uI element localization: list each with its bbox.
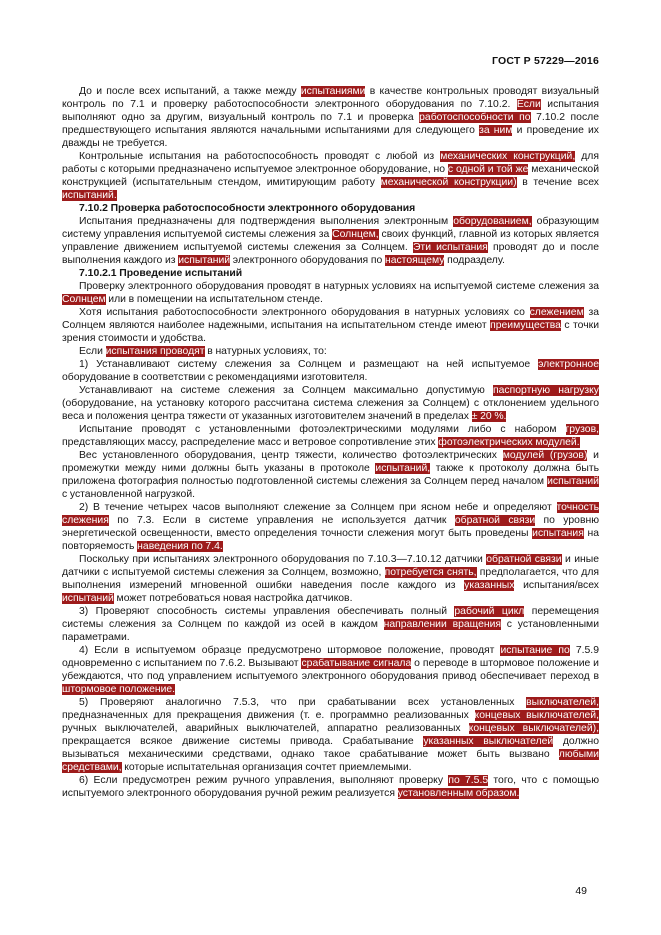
body-text: 4) Если в испытуемом образце предусмотрено штормовое положение, проводят [79, 645, 501, 656]
highlighted-text: грузов, [565, 424, 599, 435]
body-text: с установленной нагрузкой. [62, 489, 196, 500]
highlighted-text: штормовое положение. [62, 684, 176, 695]
paragraph [62, 501, 599, 553]
highlighted-text: испытаниями [300, 86, 366, 97]
body-text: по 7.3. Если в системе управления не используется датчик [108, 515, 455, 526]
highlighted-text: испытания проводят [105, 346, 205, 357]
body-text: Хотя испытания работоспособности электронного оборудования в натурных условиях со [79, 307, 530, 318]
body-text: в качестве контрольных проводят визуальный контроль по 7.1 и проверку работоспособности электронного оборудования по 7.10.2. [62, 86, 600, 110]
highlighted-text: по 7.5.5 [448, 775, 489, 786]
body-text: 7.10.2 Проверка работоспособности электронного оборудования [79, 203, 416, 214]
highlighted-text: испытаний [178, 255, 231, 266]
highlighted-text: обратной связи [486, 554, 562, 565]
body-text: с точки зрения стоимости и удобства. [62, 320, 599, 344]
body-text: 7.10.2 после предшествующего испытания являются начальными испытаниями для следующего [62, 112, 599, 136]
body-text: Вес установленного оборудования, центр тяжести, количество фотоэлектрических [79, 450, 503, 461]
highlighted-text: Солнцем, [332, 229, 379, 240]
body-text: 6) Если предусмотрен режим ручного управления, выполняют проверку [79, 775, 449, 786]
paragraph [62, 85, 599, 150]
body-text: или в помещении на испытательном стенде. [105, 294, 323, 305]
standard-number: ГОСТ Р 57229—2016 [491, 55, 599, 67]
body-text: предназначенных для прекращения движения (т. е. программно реализованных [62, 710, 475, 721]
paragraph [62, 384, 599, 423]
paragraph [62, 280, 599, 306]
highlighted-text: установленным образом. [397, 788, 520, 799]
highlighted-text: электронное [538, 359, 599, 370]
body-text: До и после всех испытаний, а также между [79, 86, 301, 97]
body-text: перемещения системы слежения за Солнцем по каждой из осей в каждом [62, 606, 600, 630]
body-text: образующим систему управления испытуемой системы слежения за [62, 216, 599, 240]
highlighted-text: настоящему [384, 255, 445, 266]
paragraph [62, 644, 599, 696]
highlighted-text: механических конструкций, [440, 151, 576, 162]
highlighted-text: ± 20 %. [471, 411, 507, 422]
highlighted-text: концевых выключателей, [474, 710, 599, 721]
body-text: Проверку электронного оборудования проводят в натурных условиях на испытуемой системе слежения за [79, 281, 599, 292]
body-text: может потребоваться новая настройка датчиков. [113, 593, 353, 604]
highlighted-text: паспортную нагрузку [493, 385, 599, 396]
body-text: прекращается всякое движение системы привода. Срабатывание [62, 736, 424, 747]
body-text: должно вызываться механическими средствами, однако такое срабатывание может быть вызвано [62, 736, 599, 760]
highlighted-text: наведения по 7.4. [137, 541, 223, 552]
body-text: по уровню энергетической освещенности, вместо определения точности слежения могут быть проведены [62, 515, 599, 539]
body-text: и промежутки между ними должны быть указаны в протоколе [62, 450, 599, 474]
body-text: 7.10.2.1 Проведение испытаний [79, 268, 243, 279]
paragraph [62, 150, 599, 202]
highlighted-text: испытаний, [375, 463, 431, 474]
body-text: для работы с которыми предназначено испытуемое электронное оборудование, но [62, 151, 599, 175]
body-text: 7.5.9 одновременно с испытанием по 7.6.2. Вызывают [62, 645, 599, 669]
highlighted-text: механической конструкции) [380, 177, 517, 188]
body-text: оборудование в соответствии с рекомендациями изготовителя. [62, 372, 368, 383]
body-text: и иные датчики с испытуемой системы слежения за Солнцем, возможно, [62, 554, 599, 578]
highlighted-text: работоспособности по [419, 112, 531, 123]
highlighted-text: испытаний [62, 593, 114, 604]
body-text: которые испытательная организация сочтет приемлемыми. [121, 762, 412, 773]
body-text: Если [79, 346, 106, 357]
body-text: за Солнцем являются наиболее надежными, испытания на испытательном стенде имеют [62, 307, 599, 331]
highlighted-text: Эти испытания [412, 242, 488, 253]
body-text: 2) В течение четырех часов выполняют слежение за Солнцем при ясном небе и определяют [79, 502, 557, 513]
body-text: 5) Проверяют аналогично 7.5.3, что при срабатывании всех установленных [79, 697, 527, 708]
body-text: (оборудование, на установку которого рассчитана система слежения за Солнцем) с отклонением удельного веса и положения центра тяжести от указанных изготовителем значений в пределах [62, 398, 599, 422]
highlighted-text: точность слежения [62, 502, 599, 526]
body-text: в течение всех [516, 177, 599, 188]
highlighted-text: преимущества [490, 320, 561, 331]
highlighted-text: модулей (грузов) [502, 450, 588, 461]
body-text: своих функций, главной из которых является управление движением испытуемой системы слежения за Солнцем. [62, 229, 599, 253]
highlighted-text: рабочий цикл [454, 606, 525, 617]
body-text: того, что с помощью испытуемого электронного оборудования ручной режим реализуется [62, 775, 599, 799]
paragraph [62, 306, 599, 345]
body-text: с установленными параметрами. [62, 619, 599, 643]
body-text: также к протоколу должна быть приложена фотография полностью подготовленной системы слежения за Солнцем перед началом [62, 463, 599, 487]
body-text: Поскольку при испытаниях электронного оборудования по 7.10.3—7.10.12 датчики [79, 554, 487, 565]
highlighted-text: фотоэлектрических модулей. [438, 437, 580, 448]
highlighted-text: направлении вращения [383, 619, 502, 630]
body-text: механической конструкцией (испытательным стендом, имитирующим работу [62, 164, 599, 188]
body-text: испытания выполняют одно за другим, визуальный контроль по 7.1 и проверка [62, 99, 599, 123]
page-number: 49 [575, 885, 587, 897]
paragraph [62, 345, 599, 358]
body-text: на повторяемость [62, 528, 599, 552]
body-text: подразделу. [444, 255, 505, 266]
highlighted-text: обратной связи [454, 515, 536, 526]
body-text: Устанавливают на системе слежения за Солнцем максимально допустимую [79, 385, 494, 396]
body-text: предполагается, что для выполнения измерений мгновенной ошибки наведения после каждого из [62, 567, 600, 591]
body-text: испытания/всех [514, 580, 599, 591]
paragraph [62, 553, 599, 605]
highlighted-text: Солнцем [62, 294, 106, 305]
paragraph [62, 215, 599, 267]
highlighted-text: испытание по [500, 645, 570, 656]
body-text: Контрольные испытания на работоспособность проводят с любой из [79, 151, 441, 162]
body-text: ручных выключателей, аварийных выключателей, аппаратно реализованных [62, 723, 469, 734]
paragraph [62, 696, 599, 774]
highlighted-text: концевых выключателей), [468, 723, 599, 734]
body-text: представляющих массу, распределение масс и ветровое сопротивление этих [62, 437, 439, 448]
highlighted-text: выключателей, [526, 697, 599, 708]
highlighted-text: слежением [529, 307, 584, 318]
highlighted-text: оборудованием, [453, 216, 532, 227]
body-text: электронного оборудования по [230, 255, 385, 266]
body-text: 1) Устанавливают систему слежения за Солнцем и размещают на ней испытуемое [79, 359, 539, 370]
paragraph [62, 605, 599, 644]
highlighted-text: срабатывание сигнала [301, 658, 412, 669]
body-text: проводят до и после выполнения каждого из [62, 242, 600, 266]
highlighted-text: потребуется снять, [384, 567, 477, 578]
highlighted-text: Если [516, 99, 541, 110]
highlighted-text: указанных выключателей [423, 736, 554, 747]
body-text: Испытание проводят с установленными фотоэлектрическими модулями либо с набором [79, 424, 566, 435]
body-text: и проведение их дважды не требуется. [62, 125, 599, 149]
section-heading [62, 267, 599, 280]
highlighted-text: испытаний. [62, 190, 117, 201]
highlighted-text: указанных [464, 580, 515, 591]
body-text: в натурных условиях, то: [204, 346, 327, 357]
body-text: Испытания предназначены для подтверждения выполнения электронным [79, 216, 454, 227]
document-body [62, 85, 599, 800]
paragraph [62, 449, 599, 501]
paragraph [62, 423, 599, 449]
body-text: о переводе в штормовое положение и убеждаются, что под управлением испытуемого электронного оборудования привод обеспечивает переход в [62, 658, 599, 682]
highlighted-text: испытания [532, 528, 584, 539]
paragraph [62, 358, 599, 384]
highlighted-text: с одной и той же [447, 164, 529, 175]
section-heading [62, 202, 599, 215]
highlighted-text: за ним [479, 125, 513, 136]
highlighted-text: испытаний [547, 476, 599, 487]
paragraph [62, 774, 599, 800]
body-text: 3) Проверяют способность системы управления обеспечивать полный [79, 606, 455, 617]
highlighted-text: любыми средствами, [62, 749, 599, 773]
